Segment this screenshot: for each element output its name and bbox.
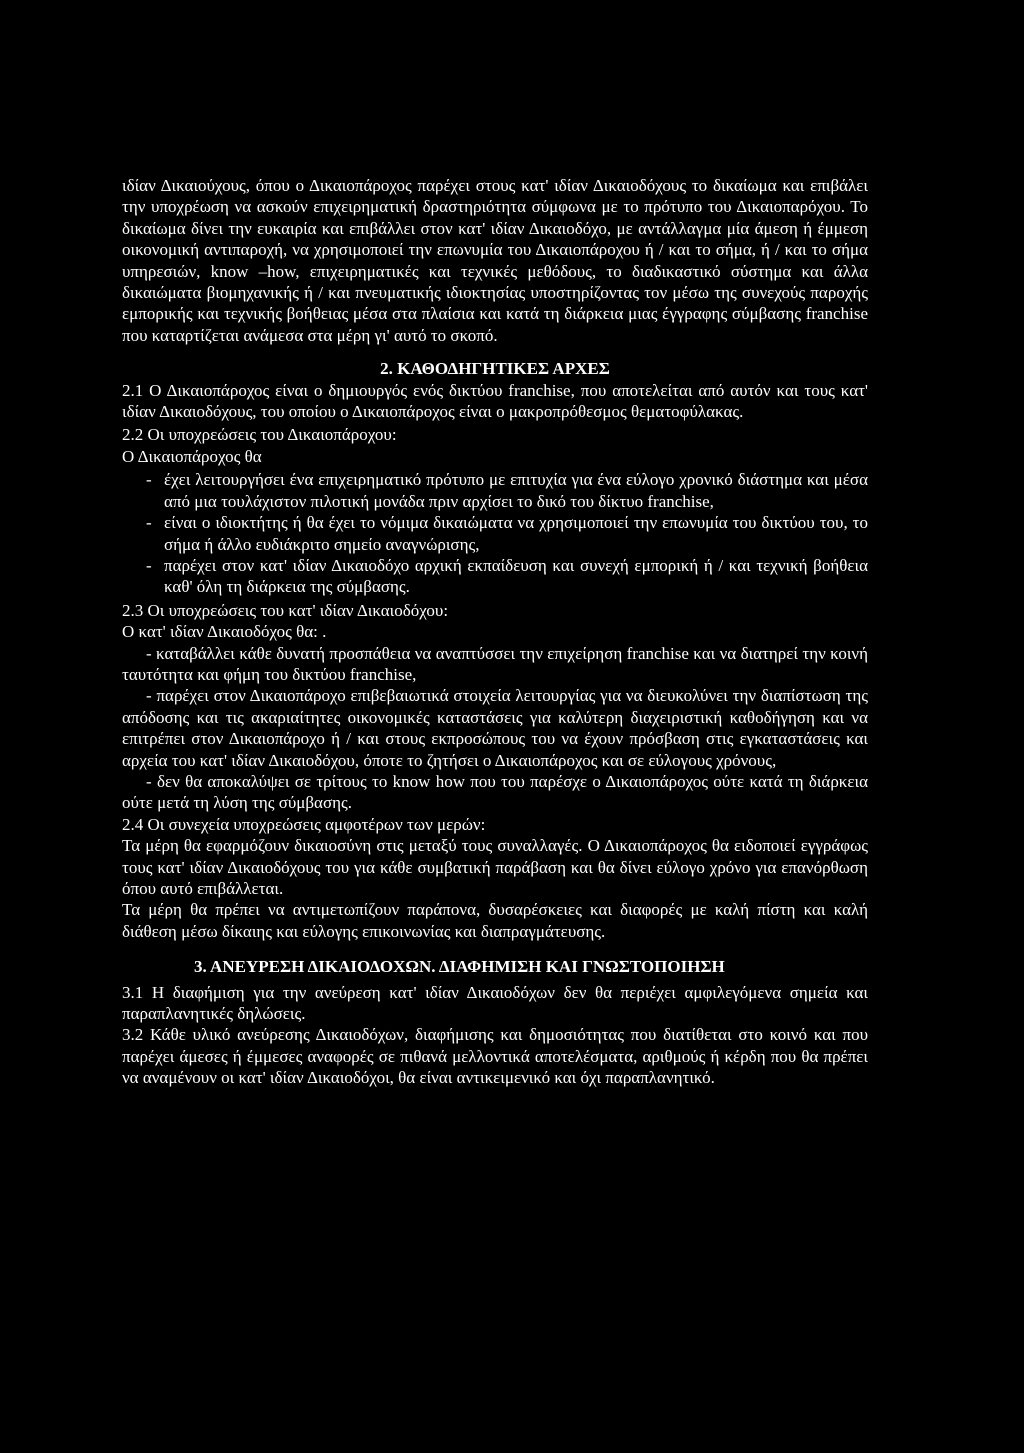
clause-2-2-lead: Ο Δικαιοπάροχος θα — [122, 446, 262, 466]
clause-3-1: 3.1 Η διαφήμιση για την ανεύρεση κατ' ιδίαν Δικαιοδόχων δεν θα περιέχει αμφιλεγόμενα σημεία και παραπλανητικές δηλώσεις. — [122, 982, 868, 1024]
intro-paragraph: ιδίαν Δικαιούχους, όπου ο Δικαιοπάροχος παρέχει στους κατ' ιδίαν Δικαιοδόχους το δικαίωμα και επιβάλει την υποχρέωση να ασκούν επιχειρηματική δραστηριότητα σύμφωνα με το πρότυπο του Δικαιοπαρόχου. Το δικαίωμα δίνει την ευκαιρία και επιβάλλει στον κατ' ιδίαν Δικαιοδόχο, με αντάλλαγμα μία άμεση ή έμμεση οικονομική αντιπαροχή, να χρησιμοποιεί την επωνυμία του Δικαιοπάροχου ή / και το σήμα, ή / και το σήμα υπηρεσιών, know –how, επιχειρηματικές και τεχνικές μεθόδους, το διαδικαστικό σύστημα και άλλα δικαιώματα βιομηχανικής ή / και πνευματικής ιδιοκτησίας υποστηρίζοντας τον μέσω της συνεχούς παροχής εμπορικής και τεχνικής βοήθειας μέσα στα πλαίσια και κατά τη διάρκεια μιας έγγραφης σύμβασης franchise που καταρτίζεται ανάμεσα στα μέρη γι' αυτό το σκοπό. — [122, 176, 868, 345]
clause-2-3-item: - παρέχει στον Δικαιοπάροχο επιβεβαιωτικά στοιχεία λειτουργίας για να διευκολύνει την διαπίστωση της απόδοσης και τις ακαριαίτητες οικονομικές καταστάσεις για καλύτερη διαχειριστική καθοδήγηση και να επιτρέπει στον Δικαιοπάροχο ή / και στους εκπροσώπους του να έχουν πρόσβαση στις εγκαταστάσεις και αρχεία του κατ' ιδίαν Δικαιοδόχου, όποτε το ζητήσει ο Δικαιοπάροχος και σε εύλογους χρόνους, — [122, 686, 868, 770]
clause-2-2-item: - έχει λειτουργήσει ένα επιχειρηματικό πρότυπο με επιτυχία για ένα εύλογο χρονικό διάστημα και μέσα από μια τουλάχιστον πιλοτική μονάδα πριν αρχίσει το δικό του δίκτυο franchise, — [146, 469, 868, 512]
clause-2-2-title: 2.2 Οι υποχρεώσεις του Δικαιοπάροχου: — [122, 425, 397, 445]
clause-2-1: 2.1 Ο Δικαιοπάροχος είναι ο δημιουργός ενός δικτύου franchise, που αποτελείται από αυτόν και τους κατ' ιδίαν Δικαιοδόχους, του οποίου ο Δικαιοπάροχος είναι ο μακροπρόθεσμος θεματοφύλακας. — [122, 380, 868, 422]
clause-2-3-item: - δεν θα αποκαλύψει σε τρίτους το know how που του παρέσχε ο Δικαιοπάροχος ούτε κατά τη διάρκεια ούτε μετά τη λύση της σύμβασης. — [122, 771, 868, 813]
clause-2-3-lead: Ο κατ' ιδίαν Δικαιοδόχος θα: . — [122, 622, 327, 642]
document-page — [122, 175, 868, 1089]
clause-2-4-title: 2.4 Οι συνεχεία υποχρεώσεις αμφοτέρων των μερών: — [122, 814, 486, 834]
section-2-heading: 2. ΚΑΘΟΔΗΓΗΤΙΚΕΣ ΑΡΧΕΣ — [380, 359, 610, 379]
clause-2-2-item: - παρέχει στον κατ' ιδίαν Δικαιοδόχο αρχική εκπαίδευση και συνεχή εμπορική ή / και τεχνική βοήθεια καθ' όλη τη διάρκεια της σύμβασης. — [146, 555, 868, 598]
clause-2-2-item: - είναι ο ιδιοκτήτης ή θα έχει το νόμιμα δικαιώματα να χρησιμοποιεί την επωνυμία του δικτύου του, το σήμα ή άλλο ευδιάκριτο σημείο αναγνώρισης, — [146, 512, 868, 555]
clause-2-2-list — [122, 469, 868, 597]
section-3-heading: 3. ΑΝΕΥΡΕΣΗ ΔΙΚΑΙΟΔΟΧΩΝ. ΔΙΑΦΗΜΙΣΗ ΚΑΙ ΓΝΩΣΤΟΠΟΙΗΣΗ — [194, 957, 725, 977]
clause-2-4-paragraph: Τα μέρη θα πρέπει να αντιμετωπίζουν παράπονα, δυσαρέσκειες και διαφορές με καλή πίστη και καλή διάθεση μέσω δίκαιης και εύλογης επικοινωνίας και διαπραγμάτευσης. — [122, 900, 868, 941]
clause-2-4-paragraph: Τα μέρη θα εφαρμόζουν δικαιοσύνη στις μεταξύ τους συναλλαγές. Ο Δικαιοπάροχος θα ειδοποιεί εγγράφως τους κατ' ιδίαν Δικαιοδόχους του για κάθε συμβατική παράβαση και θα δίνει εύλογο χρόνο για επανόρθωση όπου αυτό επιβάλλεται. — [122, 836, 868, 898]
clause-2-3-item: - καταβάλλει κάθε δυνατή προσπάθεια να αναπτύσσει την επιχείρηση franchise και να διατηρεί την κοινή ταυτότητα και φήμη του δικτύου franchise, — [122, 643, 868, 684]
clause-3-2: 3.2 Κάθε υλικό ανεύρεσης Δικαιοδόχων, διαφήμισης και δημοσιότητας που διατίθεται στο κοινό και που παρέχει άμεσες ή έμμεσες αναφορές σε πιθανά μελλοντικά αποτελέσματα, αριθμούς ή κέρδη που θα πρέπει να αναμένουν οι κατ' ιδίαν Δικαιοδόχοι, θα είναι αντικειμενικό και όχι παραπλανητικό. — [122, 1025, 868, 1088]
clause-2-3-title: 2.3 Οι υποχρεώσεις του κατ' ιδίαν Δικαιοδόχου: — [122, 600, 449, 620]
